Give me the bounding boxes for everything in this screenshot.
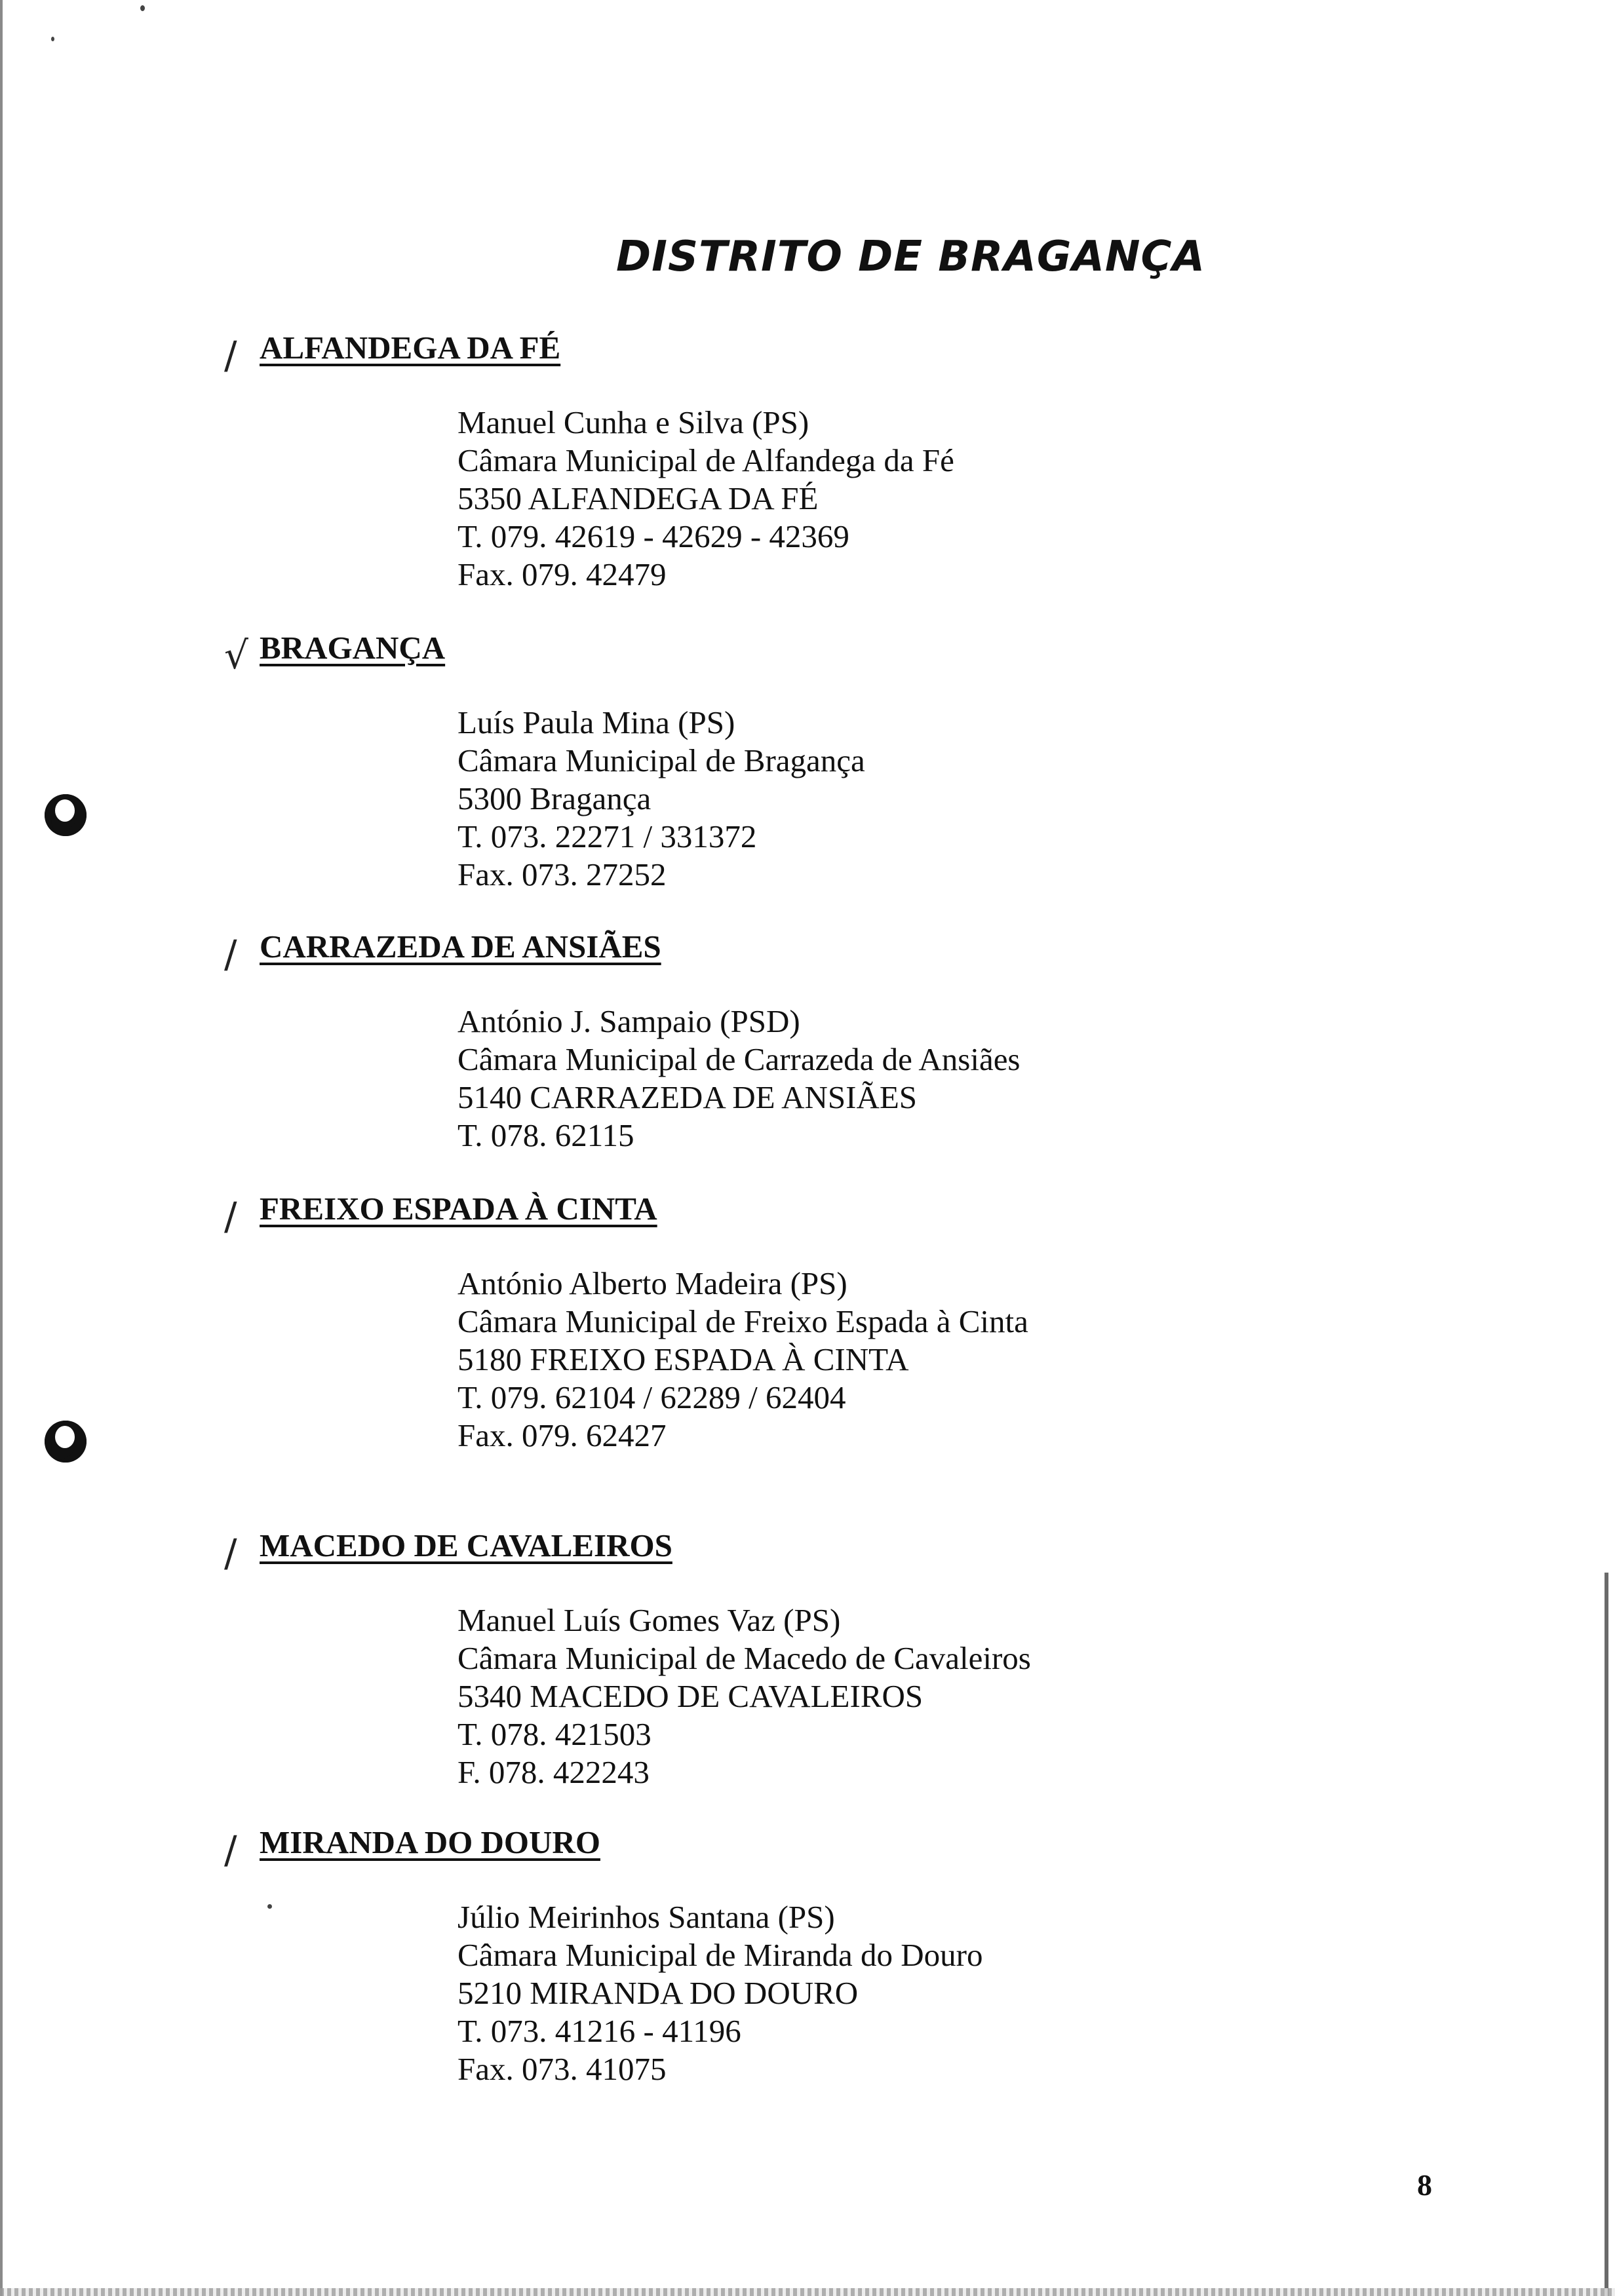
scan-bottom-edge: [0, 2288, 1615, 2296]
scan-left-edge: [0, 0, 3, 2296]
checkmark-icon: /: [224, 1827, 237, 1872]
contact-line: António Alberto Madeira (PS): [457, 1265, 847, 1301]
contact-line: António J. Sampaio (PSD): [457, 1003, 800, 1039]
contact-block: [457, 1265, 1028, 1455]
contact-block: [457, 1898, 983, 2088]
scan-speck: [140, 5, 145, 11]
contact-line: Fax. 079. 42479: [457, 556, 667, 592]
scan-right-edge: [1605, 1573, 1608, 2296]
contact-block: [457, 1003, 1021, 1155]
page-title: DISTRITO DE BRAGANÇA: [616, 233, 1205, 281]
checkmark-icon: /: [224, 1194, 237, 1238]
contact-block: [457, 404, 954, 594]
contact-line: Câmara Municipal de Macedo de Cavaleiros: [457, 1640, 1031, 1676]
checkmark-icon: ∕: [224, 932, 237, 976]
contact-line: 5350 ALFANDEGA DA FÉ: [457, 480, 819, 516]
contact-line: Luís Paula Mina (PS): [457, 704, 735, 740]
contact-line: Júlio Meirinhos Santana (PS): [457, 1899, 835, 1935]
contact-line: T. 078. 62115: [457, 1117, 634, 1153]
contact-line: Câmara Municipal de Carrazeda de Ansiães: [457, 1041, 1021, 1077]
page-number: 8: [1417, 2168, 1432, 2202]
contact-line: Manuel Luís Gomes Vaz (PS): [457, 1602, 841, 1638]
checkmark-icon: ∕: [224, 333, 237, 377]
contact-line: 5340 MACEDO DE CAVALEIROS: [457, 1678, 924, 1714]
contact-line: T. 079. 42619 - 42629 - 42369: [457, 518, 849, 554]
contact-line: Câmara Municipal de Bragança: [457, 742, 865, 778]
municipality-name: MACEDO DE CAVALEIROS: [260, 1527, 672, 1563]
contact-line: Câmara Municipal de Freixo Espada à Cinta: [457, 1303, 1028, 1339]
municipality-name: ALFANDEGA DA FÉ: [260, 330, 561, 366]
checkmark-icon: /: [224, 1531, 237, 1575]
contact-line: 5180 FREIXO ESPADA À CINTA: [457, 1341, 909, 1377]
contact-line: Câmara Municipal de Miranda do Douro: [457, 1937, 983, 1973]
contact-line: 5210 MIRANDA DO DOURO: [457, 1975, 859, 2011]
municipality-name: FREIXO ESPADA À CINTA: [260, 1191, 657, 1227]
contact-line: T. 078. 421503: [457, 1716, 652, 1752]
contact-line: Câmara Municipal de Alfandega da Fé: [457, 442, 954, 478]
contact-line: T. 073. 41216 - 41196: [457, 2013, 741, 2049]
contact-block: [457, 704, 865, 894]
punch-hole-icon: [45, 794, 87, 836]
scan-speck: [51, 37, 54, 41]
contact-line: Fax. 073. 41075: [457, 2051, 667, 2087]
contact-line: Fax. 079. 62427: [457, 1417, 667, 1453]
punch-hole-icon: [45, 1421, 87, 1463]
checkmark-icon: √: [224, 633, 248, 678]
contact-line: F. 078. 422243: [457, 1754, 650, 1790]
contact-line: 5140 CARRAZEDA DE ANSIÃES: [457, 1079, 918, 1115]
municipality-name: CARRAZEDA DE ANSIÃES: [260, 928, 661, 965]
contact-line: 5300 Bragança: [457, 780, 652, 816]
municipality-name: MIRANDA DO DOURO: [260, 1824, 600, 1860]
scan-speck: [267, 1904, 272, 1909]
contact-line: T. 079. 62104 / 62289 / 62404: [457, 1379, 846, 1415]
municipality-name: BRAGANÇA: [260, 630, 446, 666]
contact-line: Fax. 073. 27252: [457, 856, 667, 892]
contact-line: T. 073. 22271 / 331372: [457, 818, 757, 854]
contact-block: [457, 1601, 1031, 1791]
contact-line: Manuel Cunha e Silva (PS): [457, 404, 809, 440]
